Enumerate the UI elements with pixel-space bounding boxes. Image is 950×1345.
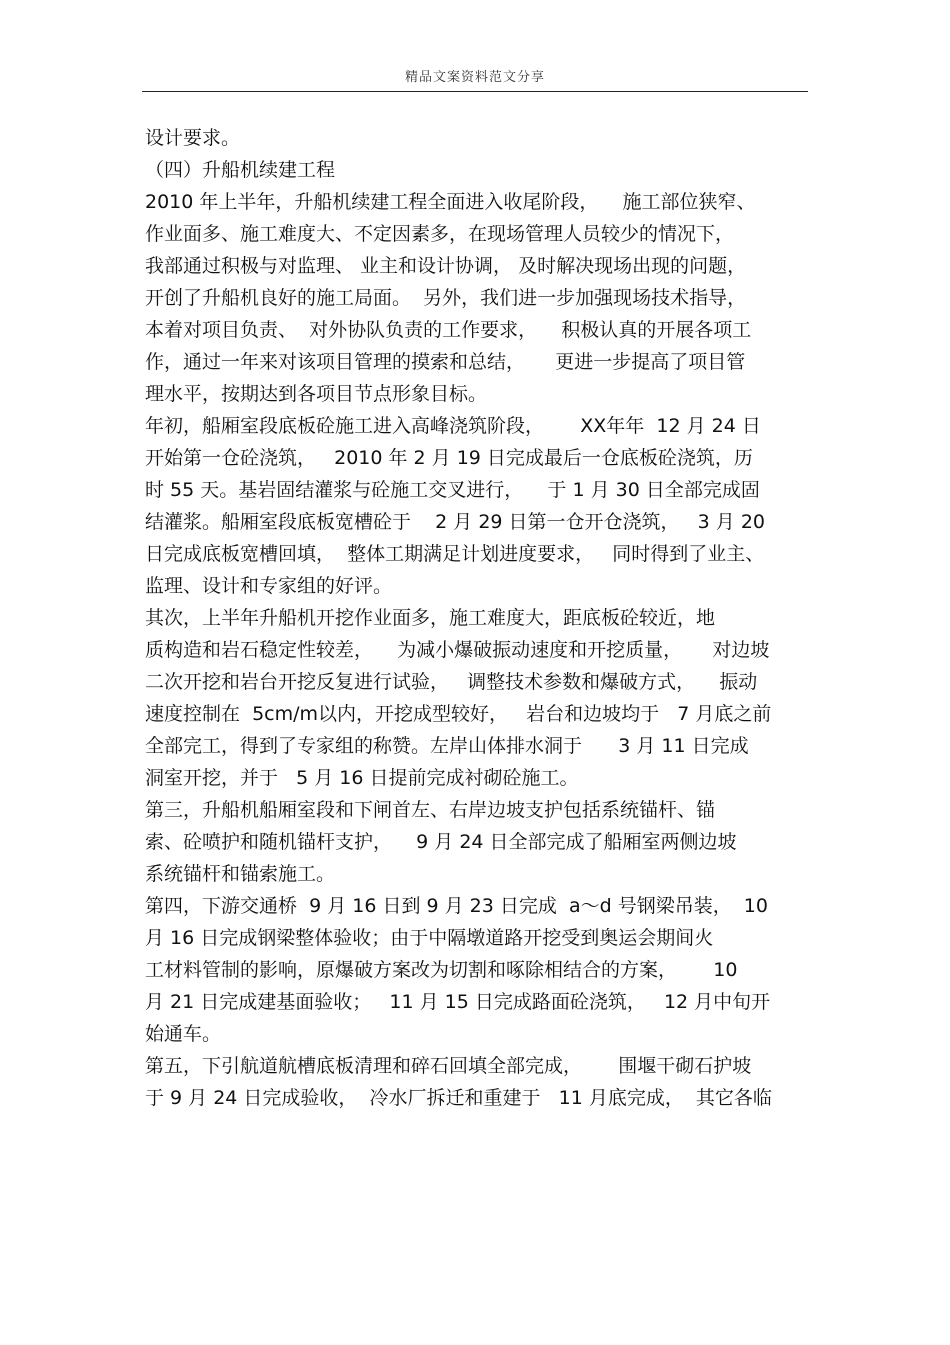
text-line: 开创了升船机良好的施工局面。 另外，我们进一步加强现场技术指导， bbox=[145, 287, 747, 309]
text-line: 于 9 月 24 日完成验收， 冷水厂拆迁和重建于 11 月底完成， 其它各临 bbox=[145, 1087, 772, 1109]
text-line: 月 21 日完成建基面验收； 11 月 15 日完成路面砼浇筑， 12 月中旬开 bbox=[145, 991, 771, 1013]
text-line: 系统锚杆和锚索施工。 bbox=[145, 863, 336, 885]
text-line: 月 16 日完成钢梁整体验收；由于中隔墩道路开挖受到奥运会期间火 bbox=[145, 927, 714, 949]
text-line: 二次开挖和岩台开挖反复进行试验， 调整技术参数和爆破方式， 振动 bbox=[145, 671, 758, 693]
text-line: 第四，下游交通桥 9 月 16 日到 9 月 23 日完成 a～d 号钢梁吊装， 10 bbox=[145, 895, 768, 917]
text-line: 理水平，按期达到各项目节点形象目标。 bbox=[145, 383, 488, 405]
text-line: 本着对项目负责、 对外协队负责的工作要求， 积极认真的开展各项工 bbox=[145, 319, 752, 341]
text-line: 洞室开挖，并于 5 月 16 日提前完成衬砌砼施工。 bbox=[145, 767, 579, 789]
text-line: 我部通过积极与对监理、 业主和设计协调， 及时解决现场出现的问题， bbox=[145, 255, 747, 277]
text-line: 作业面多、施工难度大、不定因素多，在现场管理人员较少的情况下， bbox=[145, 223, 735, 245]
text-line: 始通车。 bbox=[145, 1023, 222, 1045]
text-line: 第三，升船机船厢室段和下闸首左、右岸边坡支护包括系统锚杆、锚 bbox=[145, 799, 716, 821]
text-line: 工材料管制的影响，原爆破方案改为切割和啄除相结合的方案， 10 bbox=[145, 959, 738, 981]
text-line: 速度控制在 5cm/m以内，开挖成型较好， 岩台和边坡均于 7 月底之前 bbox=[145, 703, 772, 725]
text-line: 时 55 天。基岩固结灌浆与砼施工交叉进行， 于 1 月 30 日全部完成固 bbox=[145, 479, 760, 501]
text-line: 结灌浆。船厢室段底板宽槽砼于 2 月 29 日第一仓开仓浇筑， 3 月 20 bbox=[145, 511, 766, 533]
text-line: 开始第一仓砼浇筑， 2010 年 2 月 19 日完成最后一仓底板砼浇筑，历 bbox=[145, 447, 753, 469]
text-line: 索、砼喷护和随机锚杆支护， 9 月 24 日全部完成了船厢室两侧边坡 bbox=[145, 831, 737, 853]
document-body bbox=[145, 122, 815, 1114]
text-line: 年初，船厢室段底板砼施工进入高峰浇筑阶段， XX年年 12 月 24 日 bbox=[145, 415, 761, 437]
text-line: 监理、设计和专家组的好评。 bbox=[145, 575, 393, 597]
text-line: 全部完工，得到了专家组的称赞。左岸山体排水洞于 3 月 11 日完成 bbox=[145, 735, 749, 757]
text-line: 设计要求。 bbox=[145, 127, 241, 149]
text-line: 第五，下引航道航槽底板清理和碎石回填全部完成， 围堰干砌石护坡 bbox=[145, 1055, 752, 1077]
text-line: 其次，上半年升船机开挖作业面多，施工难度大，距底板砼较近，地 bbox=[145, 607, 716, 629]
section-heading: （四）升船机续建工程 bbox=[145, 159, 336, 181]
header-rule bbox=[142, 91, 808, 92]
text-line: 2010 年上半年，升船机续建工程全面进入收尾阶段， 施工部位狭窄、 bbox=[145, 191, 756, 213]
text-line: 日完成底板宽槽回填， 整体工期满足计划进度要求， 同时得到了业主、 bbox=[145, 543, 765, 565]
page-header: 精品文案资料范文分享 bbox=[404, 70, 545, 85]
text-line: 质构造和岩石稳定性较差， 为减小爆破振动速度和开挖质量， 对边坡 bbox=[145, 639, 770, 661]
text-line: 作，通过一年来对该项目管理的摸索和总结， 更进一步提高了项目管 bbox=[145, 351, 746, 373]
